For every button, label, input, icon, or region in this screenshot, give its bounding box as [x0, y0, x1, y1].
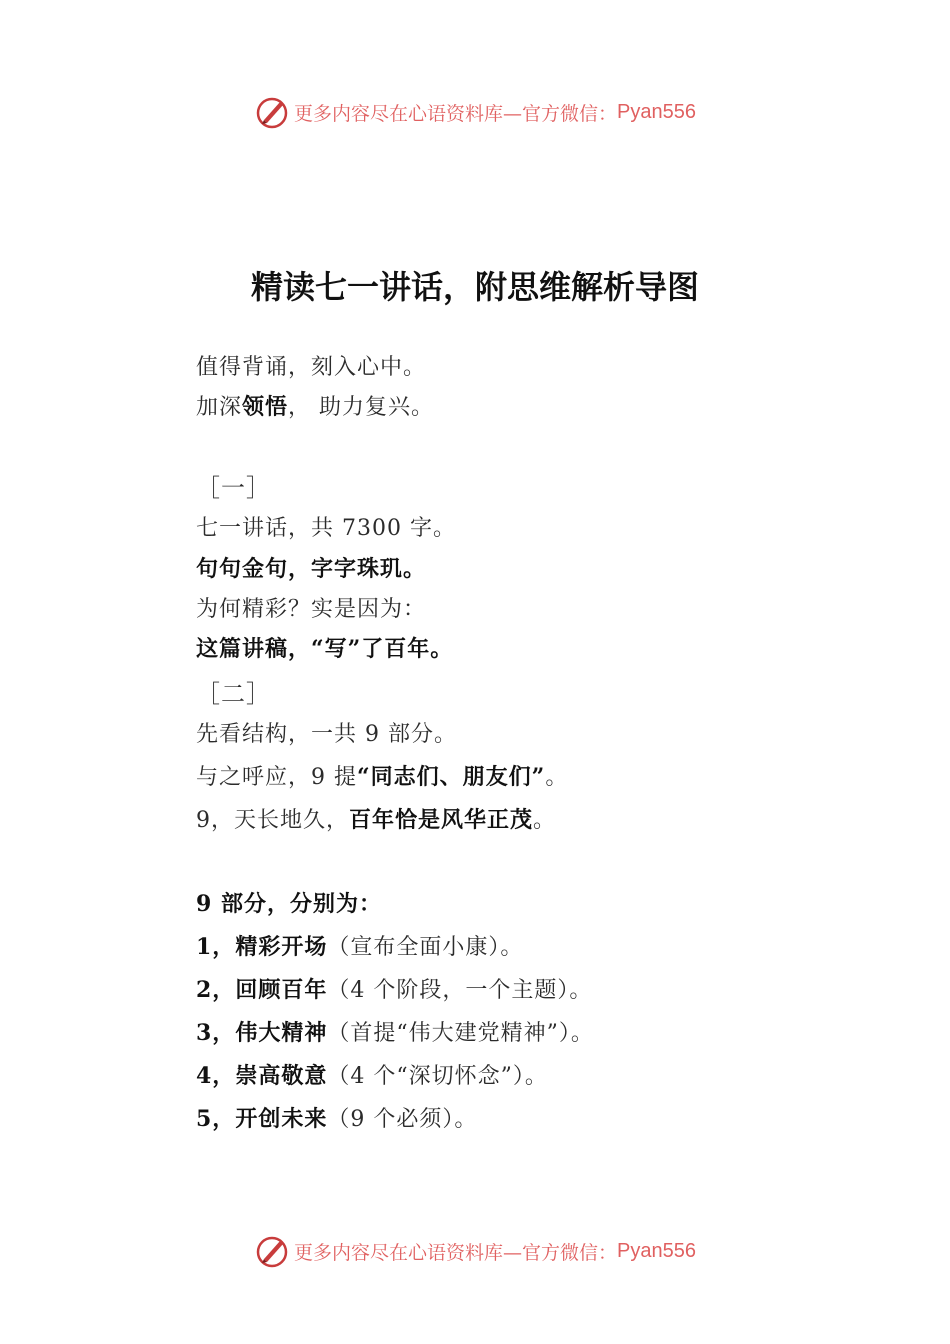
banner-wechat-id: Pyan556: [617, 100, 696, 123]
page-title: 精读七一讲话，附思维解析导图: [250, 268, 699, 306]
section-marker: ［一］: [196, 474, 271, 502]
list-item: 2，回顾百年（4 个阶段，一个主题）。: [196, 977, 593, 1003]
paragraph-line: 先看结构，一共 9 部分。: [196, 722, 457, 747]
paragraph-line: 七一讲话，共 7300 字。: [196, 516, 456, 541]
banner-text: 更多内容尽在心语资料库—官方微信：: [294, 1241, 618, 1264]
paragraph-line: 9，天长地久，百年恰是风华正茂。: [196, 807, 557, 833]
footer-banner: [0, 1233, 950, 1269]
section-marker: ［二］: [196, 680, 271, 708]
header-banner: [0, 94, 950, 130]
banner-text: 更多内容尽在心语资料库—官方微信：: [294, 102, 618, 125]
paragraph-line: 句句金句，字字珠玑。: [196, 556, 427, 582]
pen-logo-icon: [254, 1233, 290, 1269]
list-item: 3，伟大精神（首提“伟大建党精神”）。: [196, 1020, 594, 1046]
list-heading: 9 部分，分别为：: [196, 891, 382, 917]
paragraph-line: 加深领悟， 助力复兴。: [196, 394, 435, 420]
paragraph-line: 值得背诵，刻入心中。: [196, 355, 427, 380]
list-item: 1，精彩开场（宣布全面小康）。: [196, 934, 524, 960]
list-item: 4，崇高敬意（4 个“深切怀念”）。: [196, 1063, 548, 1089]
paragraph-line: 为何精彩？实是因为：: [196, 597, 427, 622]
paragraph-line: 这篇讲稿，“写”了百年。: [196, 636, 454, 662]
banner-wechat-id: Pyan556: [617, 1239, 696, 1262]
paragraph-line: 与之呼应，9 提“同志们、朋友们”。: [196, 764, 569, 790]
list-item: 5，开创未来（9 个必须）。: [196, 1106, 478, 1132]
pen-logo-icon: [254, 94, 290, 130]
